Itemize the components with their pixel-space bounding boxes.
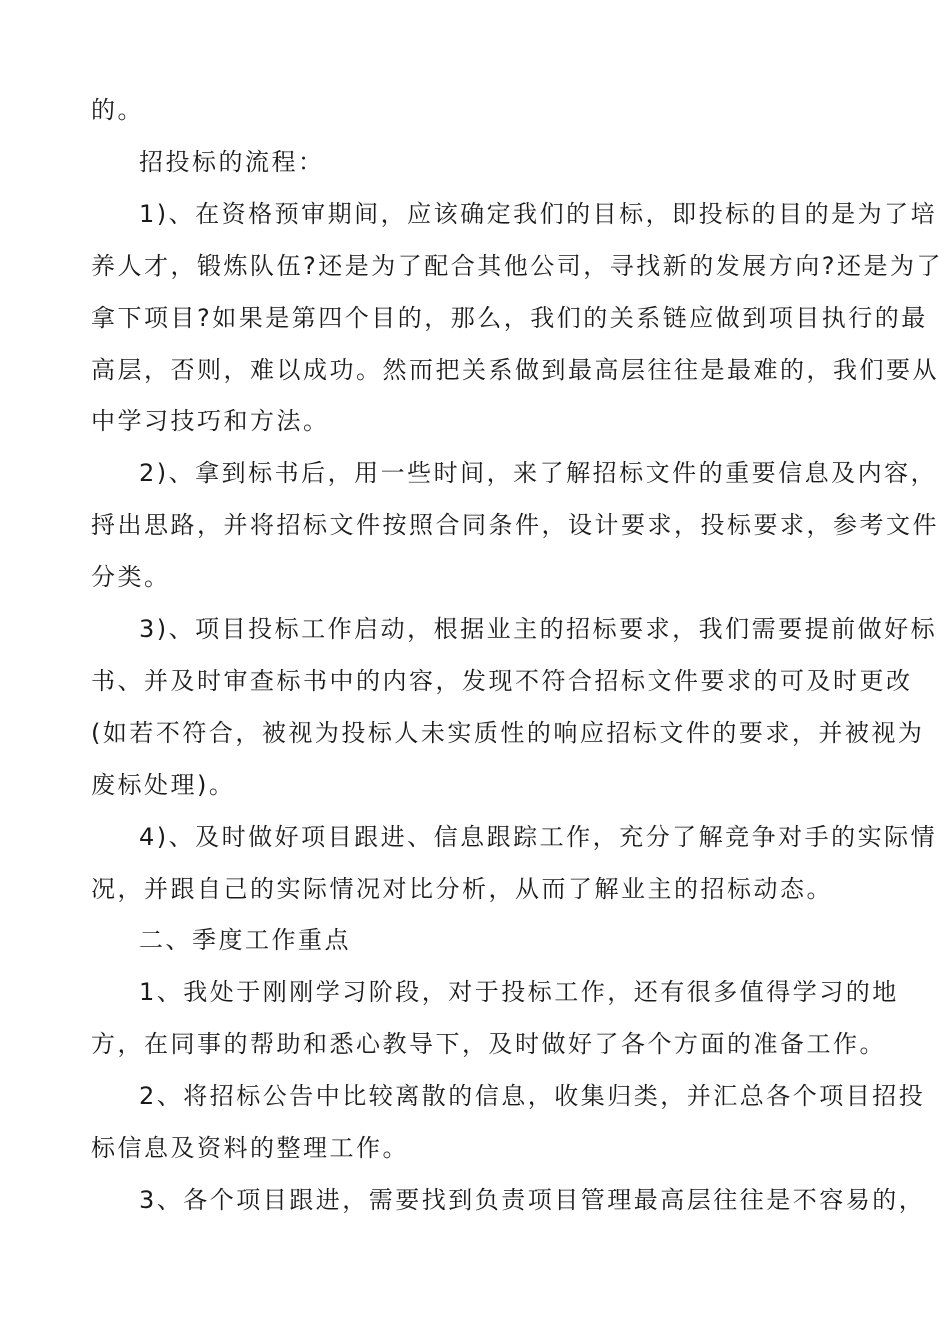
text-line: 分类。: [91, 563, 171, 592]
text-line: 2)、拿到标书后，用一些时间，来了解招标文件的重要信息及内容，: [139, 459, 938, 488]
text-line: 招投标的流程：: [139, 147, 325, 176]
text-line: 养人才，锻炼队伍?还是为了配合其他公司，寻找新的发展方向?还是为了: [91, 251, 943, 280]
text-line: 废标处理)。: [91, 770, 236, 799]
text-line: 况，并跟自己的实际情况对比分析，从而了解业主的招标动态。: [91, 874, 833, 903]
text-line: 的。: [91, 96, 144, 124]
text-line: 书、并及时审查标书中的内容，发现不符合招标文件要求的可及时更改: [91, 666, 913, 695]
text-line: 捋出思路，并将招标文件按照合同条件，设计要求，投标要求，参考文件: [91, 511, 939, 540]
text-line: 高层，否则，难以成功。然而把关系做到最高层往往是最难的，我们要从: [91, 355, 939, 384]
text-line: 3、各个项目跟进，需要找到负责项目管理最高层往往是不容易的，: [139, 1185, 926, 1214]
text-line: 1、我处于刚刚学习阶段，对于投标工作，还有很多值得学习的地: [139, 978, 899, 1007]
text-line: 1)、在资格预审期间，应该确定我们的目标，即投标的目的是为了培: [139, 199, 938, 228]
text-line: 3)、项目投标工作启动，根据业主的招标要求，我们需要提前做好标: [139, 615, 938, 643]
text-line: 二、季度工作重点: [139, 926, 351, 955]
text-line: 拿下项目?如果是第四个目的，那么，我们的关系链应做到项目执行的最: [91, 303, 928, 332]
text-line: 2、将招标公告中比较离散的信息，收集归类，并汇总各个项目招投: [139, 1082, 926, 1111]
text-line: 方，在同事的帮助和悉心教导下，及时做好了各个方面的准备工作。: [91, 1030, 886, 1059]
text-line: 标信息及资料的整理工作。: [91, 1134, 409, 1162]
text-line: 4)、及时做好项目跟进、信息跟踪工作，充分了解竞争对手的实际情: [139, 822, 938, 851]
text-line: (如若不符合，被视为投标人未实质性的响应招标文件的要求，并被视为: [91, 718, 925, 747]
text-line: 中学习技巧和方法。: [91, 407, 330, 436]
